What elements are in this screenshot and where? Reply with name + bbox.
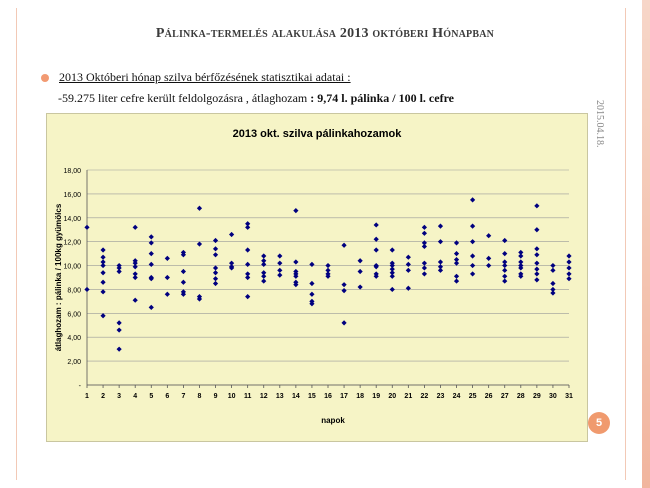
- data-point: [277, 268, 282, 273]
- x-tick-label: 21: [404, 393, 413, 400]
- data-point: [197, 206, 202, 211]
- data-point: [534, 246, 539, 251]
- data-point: [438, 224, 443, 229]
- data-point: [550, 263, 555, 268]
- data-point: [261, 253, 266, 258]
- data-point: [213, 252, 218, 257]
- data-point: [245, 294, 250, 299]
- x-tick-label: 3: [117, 393, 122, 400]
- data-point: [358, 269, 363, 274]
- y-tick-label: 8,00: [67, 287, 81, 295]
- x-tick-label: 11: [243, 393, 252, 400]
- data-point: [534, 227, 539, 232]
- data-point: [534, 252, 539, 257]
- data-point: [133, 275, 138, 280]
- data-point: [100, 247, 105, 252]
- data-point: [566, 253, 571, 258]
- y-tick-label: 2,00: [67, 359, 81, 367]
- y-tick-label: 16,00: [63, 191, 81, 199]
- x-tick-label: 30: [549, 393, 557, 400]
- grid-lines: [87, 170, 569, 388]
- y-tick-labels: [63, 168, 81, 390]
- data-point: [261, 278, 266, 283]
- data-point: [422, 231, 427, 236]
- bullet-text: 2013 Októberi hónap szilva bérfőzésének statisztikai adatai :: [59, 70, 351, 84]
- bullet-line: [41, 70, 351, 85]
- x-tick-label: 28: [516, 393, 525, 400]
- data-point: [213, 238, 218, 243]
- data-point: [406, 268, 411, 273]
- data-point: [165, 275, 170, 280]
- data-point: [213, 265, 218, 270]
- data-point: [277, 261, 282, 266]
- data-point: [149, 234, 154, 239]
- data-point: [534, 277, 539, 282]
- data-point: [293, 259, 298, 264]
- data-point: [149, 240, 154, 245]
- data-point: [470, 224, 475, 229]
- data-point: [566, 276, 571, 281]
- data-point: [390, 247, 395, 252]
- x-tick-label: 25: [468, 393, 477, 400]
- data-point: [213, 270, 218, 275]
- data-point: [133, 264, 138, 269]
- chart-title: 2013 okt. szilva pálinkahozamok: [232, 128, 402, 140]
- data-point: [502, 251, 507, 256]
- data-point: [406, 255, 411, 260]
- data-point: [325, 263, 330, 268]
- data-point: [309, 281, 314, 286]
- data-point: [309, 292, 314, 297]
- data-point: [245, 275, 250, 280]
- scatter-chart: [47, 114, 587, 441]
- data-point: [502, 238, 507, 243]
- chart-container: [46, 113, 588, 442]
- data-point: [309, 262, 314, 267]
- data-point: [534, 203, 539, 208]
- x-axis-label: napok: [321, 416, 345, 425]
- data-point: [534, 267, 539, 272]
- data-point: [293, 208, 298, 213]
- data-point: [341, 288, 346, 293]
- x-tick-label: 6: [165, 393, 170, 400]
- data-point: [341, 282, 346, 287]
- data-point: [422, 225, 427, 230]
- data-point: [502, 263, 507, 268]
- x-tick-label: 1: [85, 393, 89, 400]
- stats-line: [58, 91, 454, 106]
- data-point: [181, 269, 186, 274]
- data-point: [149, 262, 154, 267]
- data-point: [550, 290, 555, 295]
- x-tick-label: 2: [101, 393, 106, 400]
- data-point: [470, 197, 475, 202]
- data-point: [374, 237, 379, 242]
- bullet-icon: [41, 74, 49, 82]
- data-point: [422, 261, 427, 266]
- x-tick-label: 14: [291, 393, 300, 400]
- slide-date: 2015.04.18.: [594, 100, 605, 148]
- data-point: [470, 271, 475, 276]
- data-point: [486, 256, 491, 261]
- data-point: [550, 281, 555, 286]
- data-point: [566, 265, 571, 270]
- data-point: [438, 239, 443, 244]
- data-point: [502, 274, 507, 279]
- data-point: [534, 261, 539, 266]
- data-point: [566, 271, 571, 276]
- data-point: [470, 253, 475, 258]
- data-point: [213, 246, 218, 251]
- data-point: [486, 233, 491, 238]
- x-tick-label: 7: [181, 393, 186, 400]
- data-point: [438, 268, 443, 273]
- y-tick-label: -: [78, 383, 81, 390]
- data-point: [100, 255, 105, 260]
- data-point: [422, 265, 427, 270]
- x-tick-label: 5: [149, 393, 154, 400]
- x-tick-label: 26: [484, 393, 493, 400]
- data-point: [422, 271, 427, 276]
- x-tick-label: 8: [197, 393, 202, 400]
- data-point: [84, 287, 89, 292]
- data-point: [438, 259, 443, 264]
- data-point: [454, 240, 459, 245]
- x-tick-label: 29: [532, 393, 541, 400]
- x-tick-label: 17: [340, 393, 348, 400]
- data-points: [84, 197, 571, 352]
- stats-yield: : 9,74 l. pálinka / 100 l. cefre: [310, 91, 455, 105]
- data-point: [117, 347, 122, 352]
- data-point: [84, 225, 89, 230]
- data-point: [518, 253, 523, 258]
- x-tick-label: 16: [324, 393, 332, 400]
- x-tick-label: 27: [500, 393, 509, 400]
- x-tick-label: 9: [213, 393, 218, 400]
- data-point: [358, 258, 363, 263]
- data-point: [181, 280, 186, 285]
- data-point: [100, 263, 105, 268]
- data-point: [100, 280, 105, 285]
- x-tick-label: 22: [420, 393, 429, 400]
- data-point: [261, 262, 266, 267]
- y-axis-label: átlaghozam : pálinka / 100kg gyümölcs: [54, 203, 63, 352]
- data-point: [277, 253, 282, 258]
- data-point: [229, 232, 234, 237]
- data-point: [100, 289, 105, 294]
- data-point: [454, 278, 459, 283]
- data-point: [245, 247, 250, 252]
- stats-text: -59.275 liter cefre került feldolgozásra , átlaghozam: [58, 91, 308, 105]
- x-tick-label: 13: [275, 393, 284, 400]
- x-tick-label: 12: [259, 393, 268, 400]
- data-point: [100, 270, 105, 275]
- x-tick-label: 19: [372, 393, 381, 400]
- data-point: [117, 327, 122, 332]
- data-point: [502, 278, 507, 283]
- data-point: [213, 276, 218, 281]
- decorative-side-bar: [642, 0, 650, 488]
- page-number-badge: 5: [588, 412, 610, 434]
- y-tick-label: 6,00: [67, 311, 81, 319]
- data-point: [374, 222, 379, 227]
- data-point: [454, 261, 459, 266]
- data-point: [454, 251, 459, 256]
- x-tick-label: 18: [356, 393, 365, 400]
- data-point: [165, 292, 170, 297]
- x-tick-label: 20: [388, 393, 397, 400]
- data-point: [422, 244, 427, 249]
- data-point: [406, 262, 411, 267]
- data-point: [566, 259, 571, 264]
- x-tick-label: 23: [436, 393, 445, 400]
- x-tick-label: 15: [308, 393, 316, 400]
- x-tick-labels: [85, 393, 573, 400]
- data-point: [165, 256, 170, 261]
- data-point: [341, 320, 346, 325]
- x-tick-label: 31: [565, 393, 573, 400]
- data-point: [117, 269, 122, 274]
- data-point: [149, 251, 154, 256]
- slide-title: Pálinka-termelés alakulása 2013 októberi Hónapban: [155, 26, 495, 41]
- x-tick-label: 10: [227, 393, 236, 400]
- data-point: [390, 274, 395, 279]
- data-point: [100, 313, 105, 318]
- data-point: [213, 281, 218, 286]
- data-point: [550, 268, 555, 273]
- data-point: [534, 271, 539, 276]
- data-point: [358, 284, 363, 289]
- x-tick-label: 24: [452, 393, 461, 400]
- data-point: [486, 263, 491, 268]
- data-point: [261, 274, 266, 279]
- y-tick-label: 18,00: [63, 168, 81, 175]
- data-point: [390, 287, 395, 292]
- data-point: [470, 239, 475, 244]
- data-point: [341, 243, 346, 248]
- data-point: [454, 274, 459, 279]
- y-tick-label: 14,00: [63, 215, 81, 223]
- data-point: [197, 241, 202, 246]
- y-tick-label: 12,00: [63, 239, 81, 247]
- data-point: [149, 305, 154, 310]
- data-point: [470, 263, 475, 268]
- y-tick-label: 4,00: [67, 335, 81, 343]
- data-point: [502, 268, 507, 273]
- data-point: [245, 262, 250, 267]
- data-point: [133, 225, 138, 230]
- data-point: [406, 286, 411, 291]
- y-tick-label: 10,00: [63, 263, 81, 271]
- data-point: [133, 298, 138, 303]
- data-point: [245, 225, 250, 230]
- data-point: [277, 273, 282, 278]
- data-point: [117, 320, 122, 325]
- x-tick-label: 4: [133, 393, 138, 400]
- data-point: [374, 247, 379, 252]
